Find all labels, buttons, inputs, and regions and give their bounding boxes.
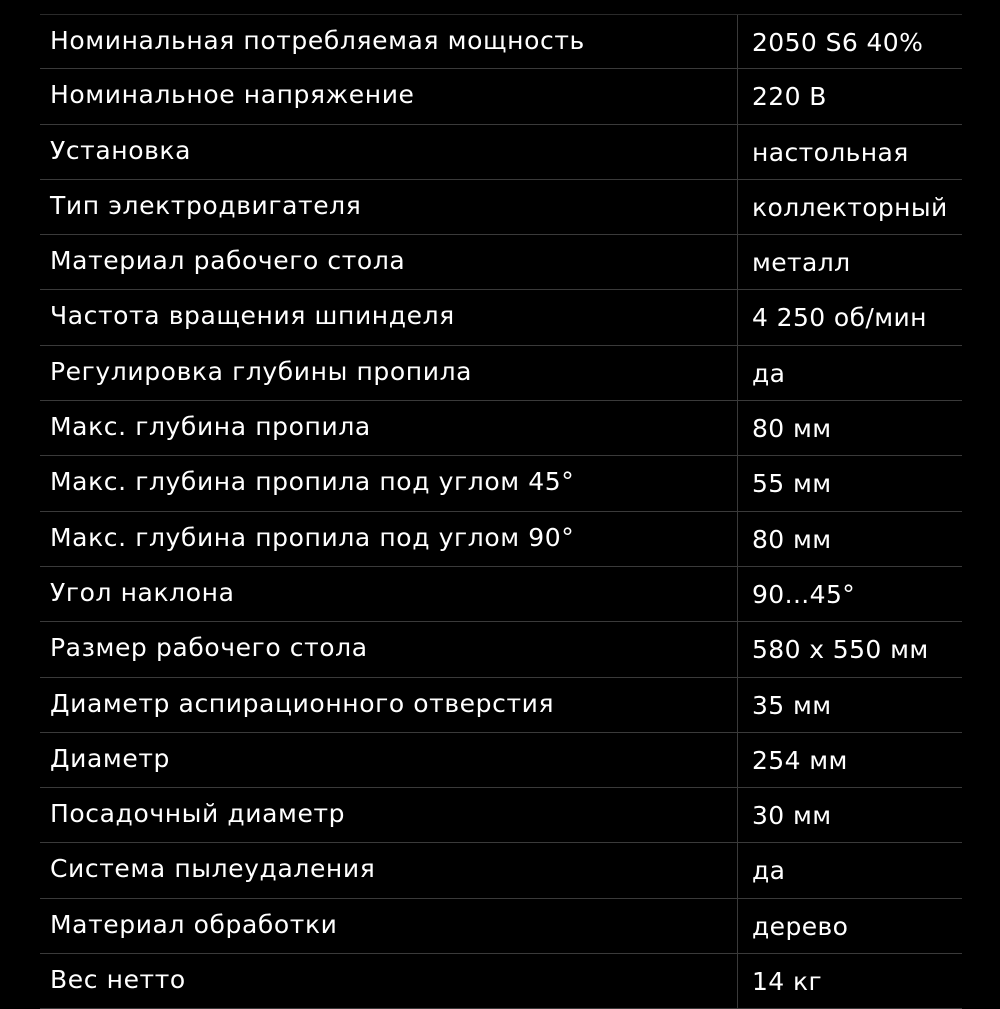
spec-row-spindle-speed [40,290,962,345]
spec-row-max-depth-45 [40,456,962,511]
spec-value: настольная [752,137,909,167]
spec-row-depth-adjust [40,346,962,401]
spec-value: 90...45° [752,579,856,609]
spec-name: Размер рабочего стола [40,622,738,676]
spec-name: Угол наклона [40,567,738,621]
spec-name: Материал рабочего стола [40,235,738,289]
spec-name: Диаметр [40,733,738,787]
spec-value: 14 кг [752,967,822,997]
spec-name: Посадочный диаметр [40,788,738,842]
spec-row-max-depth-90 [40,512,962,567]
spec-name: Тип электродвигателя [40,180,738,234]
spec-value: 580 x 550 мм [752,635,929,665]
spec-value: 2050 S6 40% [752,28,924,57]
spec-value: да [752,856,786,886]
spec-value: дерево [752,911,849,941]
spec-row-dust-port-diameter [40,678,962,733]
spec-name: Частота вращения шпинделя [40,290,738,344]
spec-row-voltage [40,69,962,124]
spec-value: да [752,358,786,388]
spec-row-work-material [40,899,962,954]
spec-row-installation [40,125,962,180]
spec-row-power [40,14,962,69]
spec-row-table-size [40,622,962,677]
spec-row-diameter [40,733,962,788]
spec-name: Макс. глубина пропила под углом 90° [40,512,738,566]
spec-row-tilt-angle [40,567,962,622]
spec-row-bore-diameter [40,788,962,843]
spec-value: металл [752,248,851,278]
spec-value: 55 мм [752,469,832,499]
spec-value: 254 мм [752,745,848,775]
spec-value: 220 В [752,82,827,112]
spec-name: Номинальная потребляемая мощность [40,15,738,68]
spec-value: 35 мм [752,690,832,720]
spec-row-dust-extraction [40,843,962,898]
spec-row-max-depth [40,401,962,456]
spec-row-table-material [40,235,962,290]
spec-value: 80 мм [752,414,832,444]
spec-name: Макс. глубина пропила [40,401,738,455]
spec-value: 80 мм [752,524,832,554]
spec-name: Регулировка глубины пропила [40,346,738,400]
spec-name: Установка [40,125,738,179]
spec-name: Диаметр аспирационного отверстия [40,678,738,732]
spec-name: Материал обработки [40,899,738,953]
spec-name: Макс. глубина пропила под углом 45° [40,456,738,510]
spec-name: Номинальное напряжение [40,69,738,123]
spec-row-net-weight [40,954,962,1009]
spec-value: 4 250 об/мин [752,303,927,333]
spec-name: Вес нетто [40,954,738,1008]
spec-row-motor-type [40,180,962,235]
spec-value: 30 мм [752,801,832,831]
spec-table [40,14,962,1009]
spec-name: Система пылеудаления [40,843,738,897]
spec-value: коллекторный [752,192,948,222]
